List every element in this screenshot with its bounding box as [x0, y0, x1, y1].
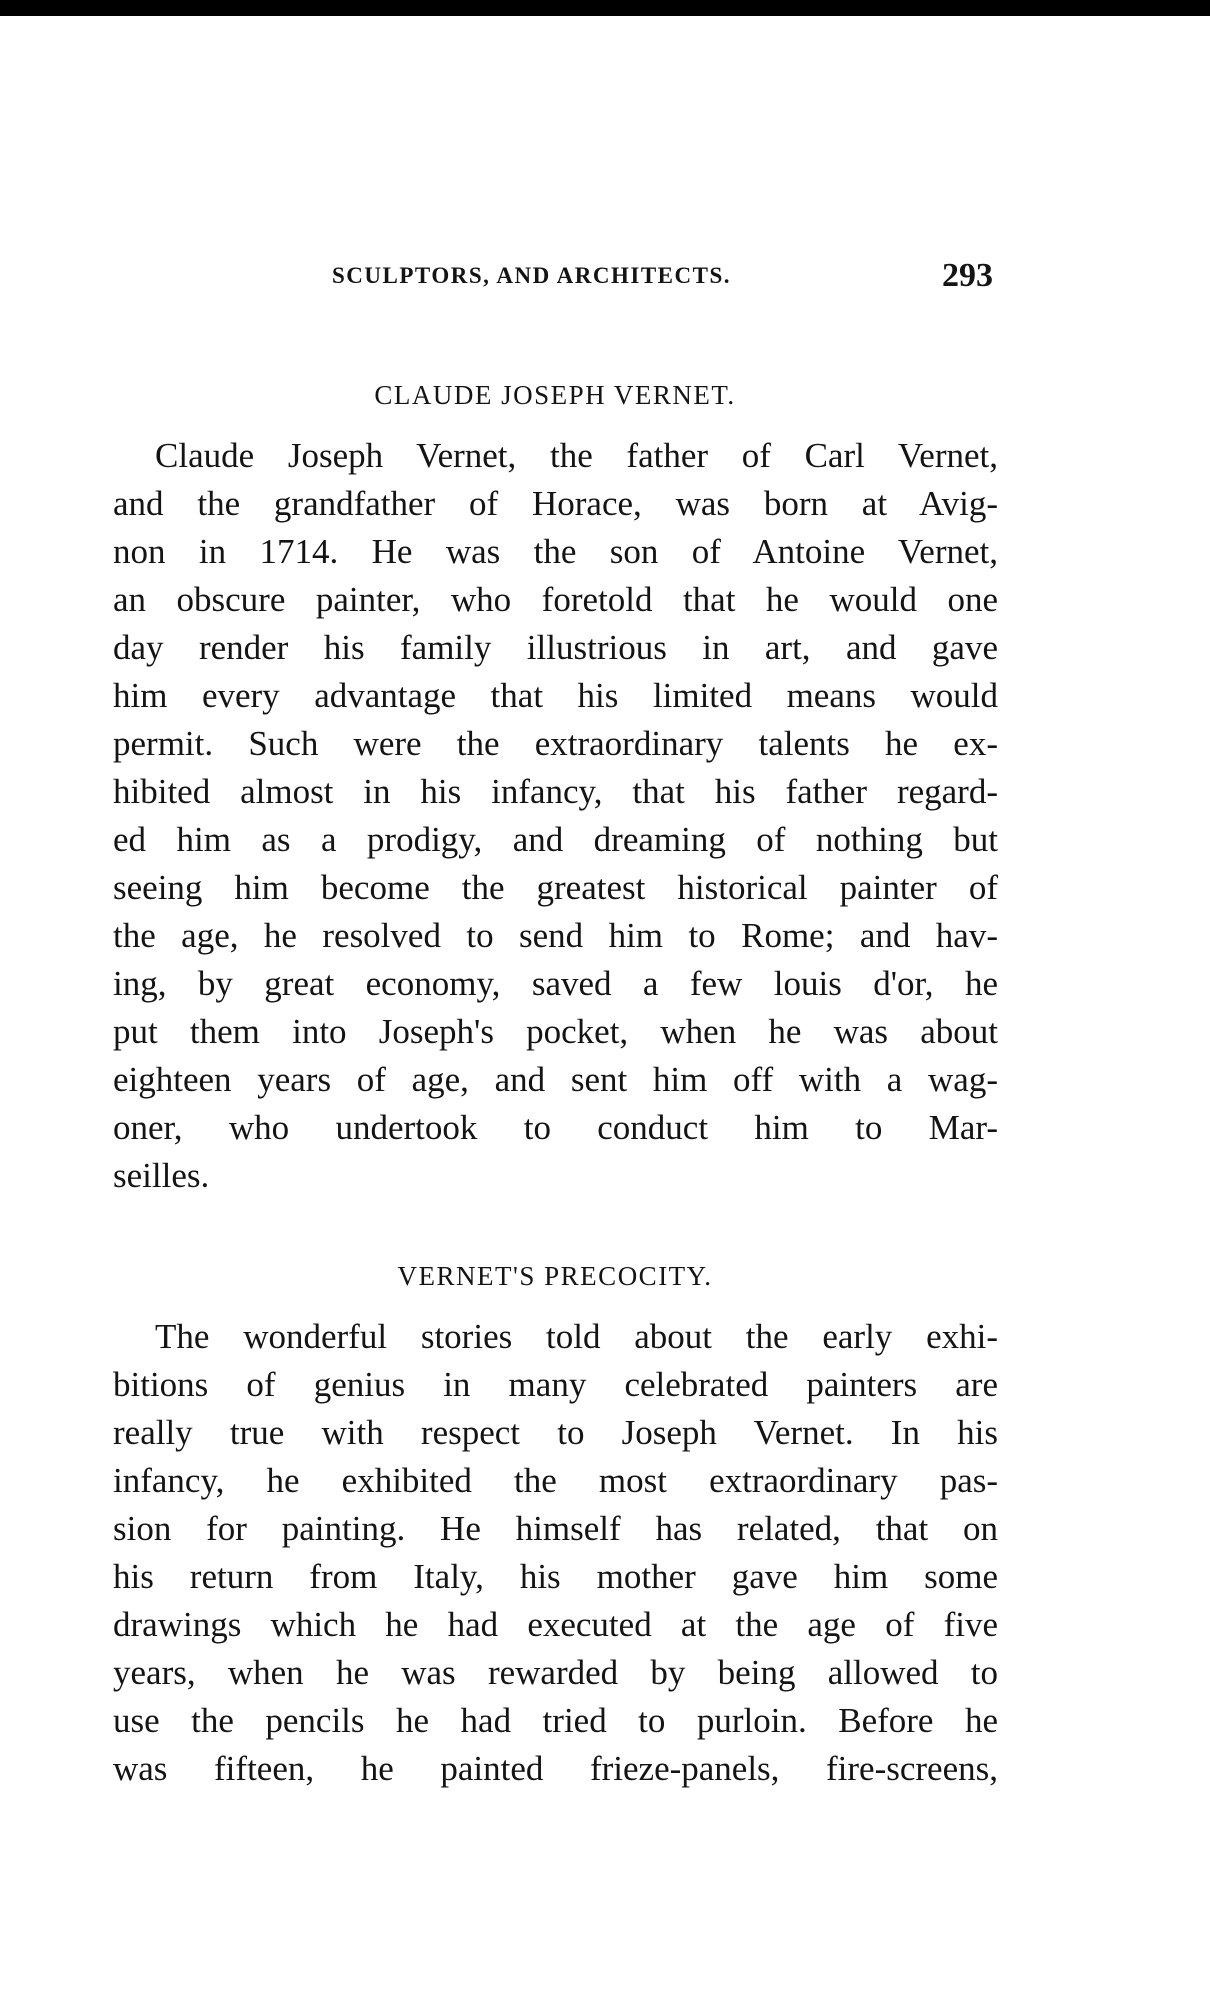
text-line: oner, who undertook to conduct him to Mar- — [113, 1108, 998, 1147]
text-line: was fifteen, he painted frieze-panels, fire-screens, — [113, 1749, 998, 1788]
text-line: ed him as a prodigy, and dreaming of nothing but — [113, 820, 998, 859]
text-line: The wonderful stories told about the early exhi- — [155, 1317, 998, 1356]
text-line: sion for painting. He himself has related, that on — [113, 1509, 998, 1548]
text-line: really true with respect to Joseph Vernet. In his — [113, 1413, 998, 1452]
page-number: 293 — [942, 257, 993, 294]
text-line: permit. Such were the extraordinary talents he ex- — [113, 724, 998, 763]
text-line: day render his family illustrious in art, and gave — [113, 628, 998, 667]
text-line: use the pencils he had tried to purloin. Before he — [113, 1701, 998, 1740]
text-line: non in 1714. He was the son of Antoine Vernet, — [113, 532, 998, 571]
text-line: and the grandfather of Horace, was born at Avig- — [113, 484, 998, 523]
running-title: SCULPTORS, AND ARCHITECTS. — [332, 263, 732, 288]
text-line: an obscure painter, who foretold that he would one — [113, 580, 998, 619]
text-line: the age, he resolved to send him to Rome; and hav- — [113, 916, 998, 955]
text-line: drawings which he had executed at the age of five — [113, 1605, 998, 1644]
text-line: ing, by great economy, saved a few louis d'or, he — [113, 964, 998, 1003]
page-header — [0, 255, 1210, 295]
text-line: seeing him become the greatest historical painter of — [113, 868, 998, 907]
section-heading-vernet: CLAUDE JOSEPH VERNET. — [374, 380, 736, 410]
paragraph-vernet-biography — [113, 432, 998, 1200]
text-line: years, when he was rewarded by being allowed to — [113, 1653, 998, 1692]
text-line: his return from Italy, his mother gave him some — [113, 1557, 998, 1596]
text-line: seilles. — [113, 1156, 210, 1195]
section-heading-precocity: VERNET'S PRECOCITY. — [397, 1261, 713, 1291]
text-line: infancy, he exhibited the most extraordinary pas- — [113, 1461, 998, 1500]
paragraph-vernet-precocity — [113, 1313, 998, 1793]
text-line: him every advantage that his limited means would — [113, 676, 998, 715]
text-line: bitions of genius in many celebrated painters are — [113, 1365, 998, 1404]
text-line: put them into Joseph's pocket, when he was about — [113, 1012, 998, 1051]
text-line: eighteen years of age, and sent him off with a wag- — [113, 1060, 998, 1099]
text-line: hibited almost in his infancy, that his father regard- — [113, 772, 998, 811]
text-line: Claude Joseph Vernet, the father of Carl Vernet, — [155, 436, 998, 475]
page-top-edge — [0, 0, 1210, 16]
